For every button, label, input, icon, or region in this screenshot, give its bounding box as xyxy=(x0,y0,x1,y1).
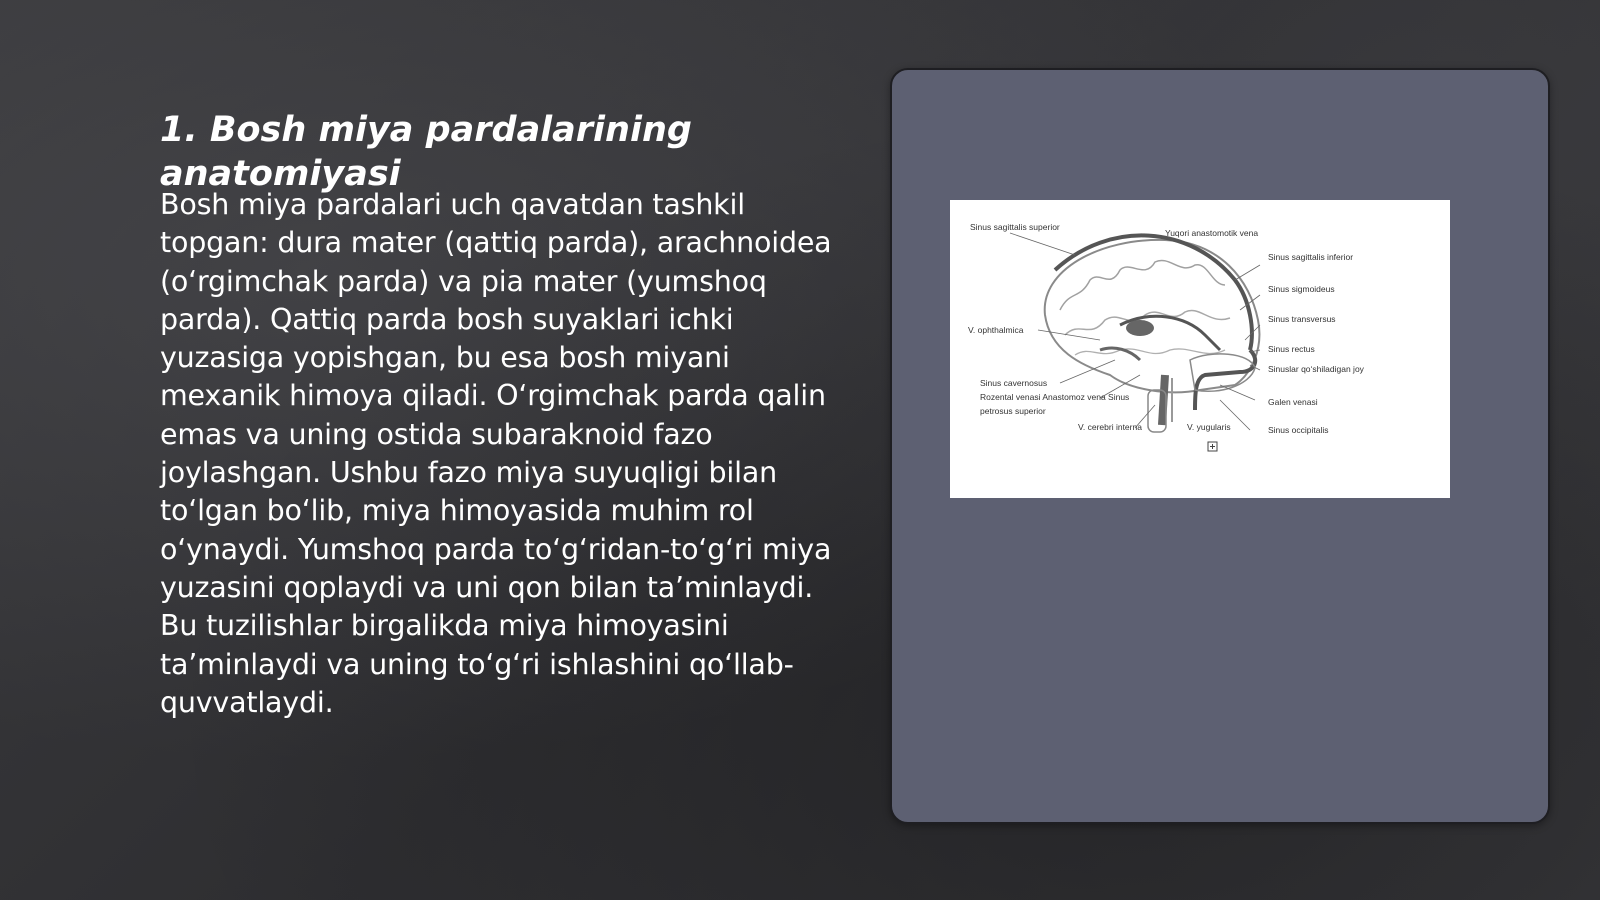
label-sinus-rectus: Sinus rectus xyxy=(1268,344,1315,354)
brain-illustration xyxy=(950,200,1450,498)
label-sinus-occipitalis: Sinus occipitalis xyxy=(1268,425,1329,435)
label-galen: Galen venasi xyxy=(1268,397,1318,407)
label-sinus-cavernosus: Sinus cavernosus xyxy=(980,378,1048,388)
slide-body-text: Bosh miya pardalari uch qavatdan tashkil topgan: dura mater (qattiq parda), arachnoidea (o‘rgimchak parda) va pia mater (yumshoq parda). Qattiq parda bosh suyaklari ichki yuzasiga yopishgan, bu esa bosh miyani mexanik himoya qiladi. O‘rgimchak parda qalin emas va uning ostida subaraknoid fazo joylashgan. Ushbu fazo miya suyuqligi bilan to‘lgan bo‘lib, miya himoyasida muhim rol o‘ynaydi. Yumshoq parda to‘g‘ridan-to‘g‘ri miya yuzasini qoplaydi va uni qon bilan ta’minlaydi. Bu tuzilishlar birgalikda miya himoyasini ta’minlaydi va uning to‘g‘ri ishlashini qo‘llab-quvvatlaydi. xyxy=(160,188,832,719)
label-v-cerebri-interna: V. cerebri interna xyxy=(1078,422,1142,432)
label-petrosus-superior: petrosus superior xyxy=(980,406,1046,416)
brain-venous-sinus-diagram xyxy=(950,200,1450,498)
label-v-jugularis: V. yugularis xyxy=(1187,422,1231,432)
label-sinus-transversus: Sinus transversus xyxy=(1268,314,1336,324)
label-sinus-sagittalis-inferior: Sinus sagittalis inferior xyxy=(1268,252,1354,262)
label-sinus-sigmoideus: Sinus sigmoideus xyxy=(1268,284,1335,294)
label-yuqori-anastomotik: Yuqori anastomotik vena xyxy=(1165,228,1259,238)
label-sinuslar-joy: Sinuslar qo‘shiladigan joy xyxy=(1268,364,1364,374)
slide-heading: 1. Bosh miya pardalarining anatomiyasi xyxy=(160,110,692,194)
label-v-ophthalmica: V. ophthalmica xyxy=(968,325,1024,335)
label-rozental: Rozental venasi Anastomoz vena Sinus xyxy=(980,392,1130,402)
label-sinus-sagittalis-superior: Sinus sagittalis superior xyxy=(970,222,1060,232)
